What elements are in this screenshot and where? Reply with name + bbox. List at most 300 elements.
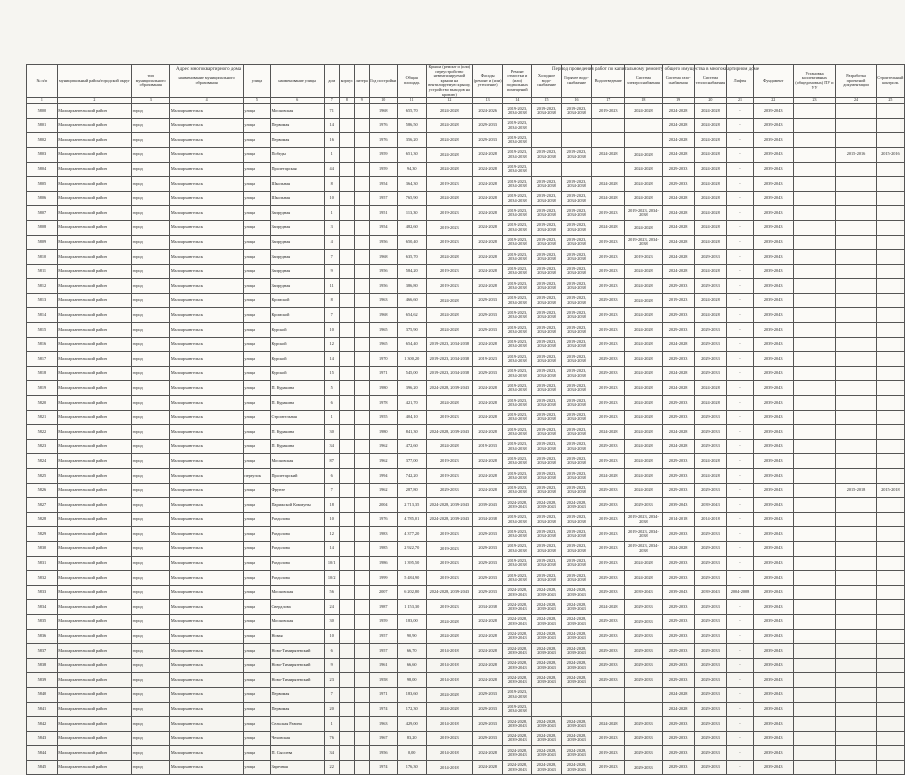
cell-t: город xyxy=(132,337,170,352)
cell-ut: улица xyxy=(243,439,270,454)
cell-empty xyxy=(354,177,369,192)
table-row xyxy=(27,687,905,702)
cell-meter xyxy=(793,512,836,527)
cell-ut: улица xyxy=(243,133,270,148)
cell-ut: улица xyxy=(243,220,270,235)
cell-gas: 2029-2033 xyxy=(662,556,694,571)
cell-meter xyxy=(793,454,836,469)
cell-basement: 2024-2028, 2039-2043 xyxy=(503,498,532,513)
table-row xyxy=(27,264,905,279)
cell-heat: 2029-2033 xyxy=(694,760,727,775)
cell-heat: 2029-2033 xyxy=(694,425,727,440)
cell-cold: 2024-2028, 2039-2043 xyxy=(532,731,561,746)
cell-roof: 2019-2023 xyxy=(426,206,473,221)
cell-empty xyxy=(354,162,369,177)
cell-el: 2019-2023, 2034-2038 xyxy=(625,235,663,250)
cell-a: 183,60 xyxy=(397,687,426,702)
cell-hot: 2019-2023, 2034-2038 xyxy=(561,293,592,308)
cell-no: 5821 xyxy=(27,410,58,425)
cell-empty xyxy=(339,731,354,746)
cell-st: Запрудная xyxy=(270,279,324,294)
cell-proj xyxy=(836,585,877,600)
cell-el: 2024-2028 xyxy=(625,396,663,411)
cell-meter xyxy=(793,293,836,308)
cell-mo: Малоархангельск xyxy=(170,366,244,381)
cell-fnd: 2039-2043 xyxy=(753,220,793,235)
cell-t: город xyxy=(132,498,170,513)
cell-heat: 2039-2043 xyxy=(694,585,727,600)
cell-empty xyxy=(354,746,369,761)
cell-meter xyxy=(793,556,836,571)
cell-hot: 2019-2023, 2034-2038 xyxy=(561,556,592,571)
table-row xyxy=(27,585,905,600)
cell-meter xyxy=(793,162,836,177)
cell-el: 2029-2033 xyxy=(625,731,663,746)
cell-heat: 2029-2033 xyxy=(694,323,727,338)
column-header: Строительный контроль xyxy=(876,65,904,98)
cell-no: 5808 xyxy=(27,220,58,235)
cell-h: 7 xyxy=(324,687,339,702)
cell-sew: 2019-2023 xyxy=(592,396,625,411)
cell-basement: 2019-2023, 2034-2038 xyxy=(503,177,532,192)
cell-roof: 2024-2028 xyxy=(426,614,473,629)
cell-cold: 2019-2023, 2034-2038 xyxy=(532,541,561,556)
cell-lift: - xyxy=(727,118,753,133)
cell-mo: Малоархангельск xyxy=(170,250,244,265)
cell-empty xyxy=(354,629,369,644)
cell-a: 356,20 xyxy=(397,133,426,148)
cell-y: 1971 xyxy=(369,366,397,381)
cell-cold: 2024-2028, 2039-2043 xyxy=(532,644,561,659)
table-row xyxy=(27,541,905,556)
cell-roof: 2019-2023 xyxy=(426,571,473,586)
cell-ctrl xyxy=(876,410,904,425)
cell-empty xyxy=(354,191,369,206)
cell-el: 2024-2028 xyxy=(625,439,663,454)
cell-gas: 2029-2033 xyxy=(662,717,694,732)
cell-ut: улица xyxy=(243,498,270,513)
cell-y: 1971 xyxy=(369,687,397,702)
cell-sew: 2029-2033 xyxy=(592,614,625,629)
cell-proj: 2015-2018 xyxy=(836,483,877,498)
cell-h: 30 xyxy=(324,425,339,440)
cell-a: 654,62 xyxy=(397,308,426,323)
cell-rn: Малоархангельский район xyxy=(57,323,131,338)
cell-sew: 2019-2023 xyxy=(592,556,625,571)
cell-meter xyxy=(793,439,836,454)
cell-ctrl xyxy=(876,541,904,556)
cell-empty xyxy=(339,454,354,469)
cell-rn: Малоархангельский район xyxy=(57,381,131,396)
cell-sew: 2019-2023 xyxy=(592,541,625,556)
cell-empty xyxy=(354,469,369,484)
cell-proj xyxy=(836,323,877,338)
cell-gas: 2029-2033 xyxy=(662,571,694,586)
cell-t: город xyxy=(132,147,170,162)
cell-st: Школьная xyxy=(270,177,324,192)
cell-meter xyxy=(793,147,836,162)
cell-ctrl xyxy=(876,658,904,673)
cell-rn: Малоархангельский район xyxy=(57,585,131,600)
cell-el: 2029-2033 xyxy=(625,600,663,615)
cell-heat: 2024-2028 xyxy=(694,191,727,206)
cell-fac: 2029-2033 xyxy=(473,687,503,702)
table-row xyxy=(27,235,905,250)
cell-ctrl xyxy=(876,293,904,308)
cell-empty xyxy=(354,717,369,732)
cell-y: 1954 xyxy=(369,220,397,235)
cell-y: 1957 xyxy=(369,191,397,206)
cell-ctrl xyxy=(876,614,904,629)
cell-cold: 2019-2023, 2034-2038 xyxy=(532,439,561,454)
cell-basement: 2019-2023, 2034-2038 xyxy=(503,147,532,162)
cell-el: 2019-2023, 2034-2038 xyxy=(625,527,663,542)
column-header: Разработка проектной документации xyxy=(836,65,877,98)
cell-hot: 2024-2028, 2039-2043 xyxy=(561,600,592,615)
cell-a: 466,60 xyxy=(397,293,426,308)
table-row xyxy=(27,410,905,425)
cell-empty xyxy=(339,425,354,440)
cell-cold: 2019-2023, 2034-2038 xyxy=(532,220,561,235)
cell-y: 1986 xyxy=(369,556,397,571)
cell-a: 113,30 xyxy=(397,206,426,221)
cell-lift: - xyxy=(727,600,753,615)
cell-mo: Малоархангельск xyxy=(170,614,244,629)
cell-y: 1956 xyxy=(369,746,397,761)
cell-roof: 2019-2023 xyxy=(426,279,473,294)
cell-no: 5829 xyxy=(27,527,58,542)
cell-empty xyxy=(339,687,354,702)
cell-mo: Малоархангельск xyxy=(170,410,244,425)
cell-a: 172,30 xyxy=(397,702,426,717)
cell-empty xyxy=(354,323,369,338)
cell-y: 1985 xyxy=(369,541,397,556)
cell-el: 2024-2028 xyxy=(625,264,663,279)
cell-t: город xyxy=(132,133,170,148)
cell-proj xyxy=(836,118,877,133)
cell-heat: 2024-2028 xyxy=(694,220,727,235)
cell-meter xyxy=(793,731,836,746)
cell-no: 5817 xyxy=(27,352,58,367)
cell-fnd: 2039-2043 xyxy=(753,717,793,732)
cell-fac: 2024-2028 xyxy=(473,235,503,250)
cell-meter xyxy=(793,629,836,644)
cell-fac: 2029-2033 xyxy=(473,717,503,732)
cell-basement: 2019-2023, 2034-2038 xyxy=(503,396,532,411)
cell-basement: 2024-2028, 2039-2043 xyxy=(503,644,532,659)
cell-y: 2007 xyxy=(369,585,397,600)
cell-empty xyxy=(339,512,354,527)
cell-basement: 2019-2023, 2034-2038 xyxy=(503,323,532,338)
column-number: 11 xyxy=(397,98,426,104)
cell-cold: 2019-2023, 2034-2038 xyxy=(532,323,561,338)
cell-heat: 2029-2033 xyxy=(694,366,727,381)
cell-ctrl xyxy=(876,439,904,454)
cell-empty xyxy=(354,381,369,396)
cell-mo: Малоархангельск xyxy=(170,133,244,148)
cell-a: 429,00 xyxy=(397,717,426,732)
cell-ut: улица xyxy=(243,717,270,732)
cell-fnd: 2039-2043 xyxy=(753,118,793,133)
cell-ctrl xyxy=(876,191,904,206)
cell-fnd: 2039-2043 xyxy=(753,483,793,498)
cell-mo: Малоархангельск xyxy=(170,746,244,761)
cell-roof: 2024-2028 xyxy=(426,133,473,148)
cell-st: П. Куракина xyxy=(270,381,324,396)
cell-a: 482,60 xyxy=(397,220,426,235)
cell-basement: 2024-2028, 2039-2043 xyxy=(503,629,532,644)
cell-ctrl: 2015-2018 xyxy=(876,483,904,498)
column-number: 19 xyxy=(662,98,694,104)
cell-ctrl xyxy=(876,396,904,411)
table-row xyxy=(27,717,905,732)
cell-lift: - xyxy=(727,629,753,644)
cell-fac: 2024-2028 xyxy=(473,250,503,265)
cell-a: 98,00 xyxy=(397,673,426,688)
cell-roof: 2024-2028 xyxy=(426,162,473,177)
cell-proj xyxy=(836,469,877,484)
cell-el: 2024-2028 xyxy=(625,220,663,235)
cell-y: 1980 xyxy=(369,425,397,440)
cell-a: 404,10 xyxy=(397,410,426,425)
cell-heat: 2024-2028 xyxy=(694,381,727,396)
cell-hot: 2019-2023, 2034-2038 xyxy=(561,250,592,265)
cell-fac: 2029-2033 xyxy=(473,293,503,308)
cell-el: 2039-2043 xyxy=(625,585,663,600)
cell-hot xyxy=(561,133,592,148)
cell-fnd: 2039-2043 xyxy=(753,541,793,556)
cell-st: Первомая xyxy=(270,118,324,133)
cell-heat: 2024-2028 xyxy=(694,104,727,119)
cell-empty xyxy=(339,352,354,367)
cell-heat: 2024-2028 xyxy=(694,308,727,323)
cell-h: 1 xyxy=(324,410,339,425)
cell-el: 2029-2033 xyxy=(625,658,663,673)
cell-gas: 2029-2033 xyxy=(662,469,694,484)
cell-t: город xyxy=(132,220,170,235)
cell-meter xyxy=(793,381,836,396)
cell-empty xyxy=(339,498,354,513)
cell-mo: Малоархангельск xyxy=(170,425,244,440)
cell-gas: 2029-2033 xyxy=(662,483,694,498)
cell-st: Новая xyxy=(270,629,324,644)
cell-t: город xyxy=(132,746,170,761)
cell-rn: Малоархангельский район xyxy=(57,541,131,556)
cell-rn: Малоархангельский район xyxy=(57,162,131,177)
cell-meter xyxy=(793,308,836,323)
cell-lift: - xyxy=(727,206,753,221)
cell-proj xyxy=(836,439,877,454)
cell-roof: 2014-2018 xyxy=(426,717,473,732)
column-header: Крыша (ремонт и (или) переустройство невентилируемой крыши на вентилируемую крышу, устройство выходов на кровлю) xyxy=(426,65,473,98)
cell-basement: 2024-2028, 2039-2043 xyxy=(503,658,532,673)
cell-hot: 2019-2023, 2034-2038 xyxy=(561,366,592,381)
cell-rn: Малоархангельский район xyxy=(57,410,131,425)
column-header: литера xyxy=(354,65,369,98)
table-row xyxy=(27,483,905,498)
cell-y: 1968 xyxy=(369,250,397,265)
cell-proj xyxy=(836,410,877,425)
cell-proj xyxy=(836,104,877,119)
table-row xyxy=(27,366,905,381)
column-header: Установка коллективных (общедомовых) ПУ и УУ xyxy=(793,65,836,98)
cell-h: 9 xyxy=(324,264,339,279)
cell-gas: 2024-2028 xyxy=(662,702,694,717)
cell-el: 2024-2028 xyxy=(625,308,663,323)
column-number: 17 xyxy=(592,98,625,104)
cell-fnd: 2039-2043 xyxy=(753,644,793,659)
cell-fac: 2024-2028 xyxy=(473,483,503,498)
table-row xyxy=(27,308,905,323)
cell-ctrl xyxy=(876,746,904,761)
cell-gas: 2029-2033 xyxy=(662,658,694,673)
cell-sew: 2029-2033 xyxy=(592,352,625,367)
cell-roof: 2014-2018 xyxy=(426,673,473,688)
cell-empty xyxy=(354,366,369,381)
column-header: Год постройки xyxy=(369,65,397,98)
cell-gas: 2029-2033 xyxy=(662,731,694,746)
cell-sew: 2024-2028 xyxy=(592,469,625,484)
cell-ut: улица xyxy=(243,687,270,702)
cell-hot: 2024-2028, 2039-2043 xyxy=(561,746,592,761)
cell-cold: 2019-2023, 2034-2038 xyxy=(532,396,561,411)
cell-proj xyxy=(836,658,877,673)
cell-heat: 2024-2028 xyxy=(694,147,727,162)
cell-fac: 2029-2033 xyxy=(473,731,503,746)
cell-sew xyxy=(592,133,625,148)
cell-y: 1983 xyxy=(369,527,397,542)
cell-st: Ново-Тимирязевский xyxy=(270,673,324,688)
cell-el: 2024-2028 xyxy=(625,410,663,425)
column-number: 15 xyxy=(532,98,561,104)
cell-cold xyxy=(532,162,561,177)
cell-rn: Малоархангельский район xyxy=(57,147,131,162)
cell-lift: - xyxy=(727,366,753,381)
table-row xyxy=(27,600,905,615)
cell-meter xyxy=(793,687,836,702)
cell-proj xyxy=(836,308,877,323)
cell-cold xyxy=(532,118,561,133)
cell-ctrl xyxy=(876,687,904,702)
cell-fnd: 2039-2043 xyxy=(753,323,793,338)
cell-sew: 2019-2023 xyxy=(592,308,625,323)
cell-st: Кромской xyxy=(270,308,324,323)
cell-proj: 2015-2016 xyxy=(836,147,877,162)
cell-empty xyxy=(354,147,369,162)
cell-heat: 2024-2028 xyxy=(694,264,727,279)
cell-meter xyxy=(793,483,836,498)
cell-mo: Малоархангельск xyxy=(170,585,244,600)
cell-fnd: 2039-2043 xyxy=(753,162,793,177)
cell-fnd: 2039-2043 xyxy=(753,206,793,221)
cell-a: 4 785,01 xyxy=(397,512,426,527)
cell-no: 5826 xyxy=(27,483,58,498)
cell-a: 396,20 xyxy=(397,381,426,396)
cell-meter xyxy=(793,206,836,221)
cell-h: 44 xyxy=(324,162,339,177)
cell-cold: 2019-2023, 2034-2038 xyxy=(532,147,561,162)
cell-meter xyxy=(793,220,836,235)
cell-heat: 2029-2033 xyxy=(694,556,727,571)
cell-empty xyxy=(339,600,354,615)
cell-h: 20 xyxy=(324,702,339,717)
cell-h: 9 xyxy=(324,658,339,673)
cell-ctrl xyxy=(876,177,904,192)
table-row xyxy=(27,498,905,513)
cell-proj xyxy=(836,687,877,702)
cell-fnd: 2039-2043 xyxy=(753,454,793,469)
cell-mo: Малоархангельск xyxy=(170,381,244,396)
cell-st: Раздолова xyxy=(270,527,324,542)
cell-gas: 2024-2028 xyxy=(662,687,694,702)
cell-el xyxy=(625,133,663,148)
cell-gas: 2029-2033 xyxy=(662,162,694,177)
cell-basement: 2019-2023, 2034-2038 xyxy=(503,293,532,308)
cell-a: 2 922,70 xyxy=(397,541,426,556)
cell-st: Чеховская xyxy=(270,731,324,746)
cell-h: 10 xyxy=(324,629,339,644)
cell-cold xyxy=(532,687,561,702)
cell-lift: - xyxy=(727,717,753,732)
cell-lift: 2004-2008 xyxy=(727,585,753,600)
cell-lift: - xyxy=(727,425,753,440)
cell-st: Московская xyxy=(270,454,324,469)
cell-ut: улица xyxy=(243,410,270,425)
cell-sew: 2019-2023 xyxy=(592,746,625,761)
cell-a: 66,70 xyxy=(397,644,426,659)
cell-mo: Малоархангельск xyxy=(170,629,244,644)
cell-t: город xyxy=(132,760,170,775)
cell-rn: Малоархангельский район xyxy=(57,469,131,484)
cell-meter xyxy=(793,279,836,294)
cell-h: 71 xyxy=(324,104,339,119)
cell-heat: 2029-2033 xyxy=(694,702,727,717)
cell-cold: 2019-2023, 2034-2038 xyxy=(532,410,561,425)
cell-no: 5833 xyxy=(27,585,58,600)
cell-fnd: 2039-2043 xyxy=(753,381,793,396)
cell-st: Кромской xyxy=(270,293,324,308)
cell-cold: 2019-2023, 2034-2038 xyxy=(532,279,561,294)
cell-fnd: 2039-2043 xyxy=(753,337,793,352)
cell-empty xyxy=(354,644,369,659)
cell-meter xyxy=(793,250,836,265)
cell-h: 18 xyxy=(324,498,339,513)
cell-meter xyxy=(793,746,836,761)
cell-hot: 2019-2023, 2034-2038 xyxy=(561,220,592,235)
cell-roof: 2024-2028 xyxy=(426,687,473,702)
cell-no: 5837 xyxy=(27,644,58,659)
cell-ctrl xyxy=(876,235,904,250)
cell-heat: 2029-2033 xyxy=(694,527,727,542)
column-number: 10 xyxy=(369,98,397,104)
cell-ctrl xyxy=(876,731,904,746)
cell-cold: 2019-2023, 2034-2038 xyxy=(532,250,561,265)
cell-cold: 2024-2028, 2039-2043 xyxy=(532,498,561,513)
cell-basement: 2024-2028, 2039-2043 xyxy=(503,760,532,775)
cell-no: 5810 xyxy=(27,250,58,265)
cell-t: город xyxy=(132,250,170,265)
cell-cold: 2019-2023, 2034-2038 xyxy=(532,556,561,571)
cell-ut: улица xyxy=(243,235,270,250)
cell-meter xyxy=(793,644,836,659)
cell-st: Раздолова xyxy=(270,571,324,586)
cell-sew: 2029-2033 xyxy=(592,483,625,498)
cell-gas: 2029-2033 xyxy=(662,629,694,644)
cell-cold: 2024-2028, 2039-2043 xyxy=(532,673,561,688)
cell-ut: переулок xyxy=(243,469,270,484)
cell-st: Раздолова xyxy=(270,512,324,527)
cell-el xyxy=(625,118,663,133)
